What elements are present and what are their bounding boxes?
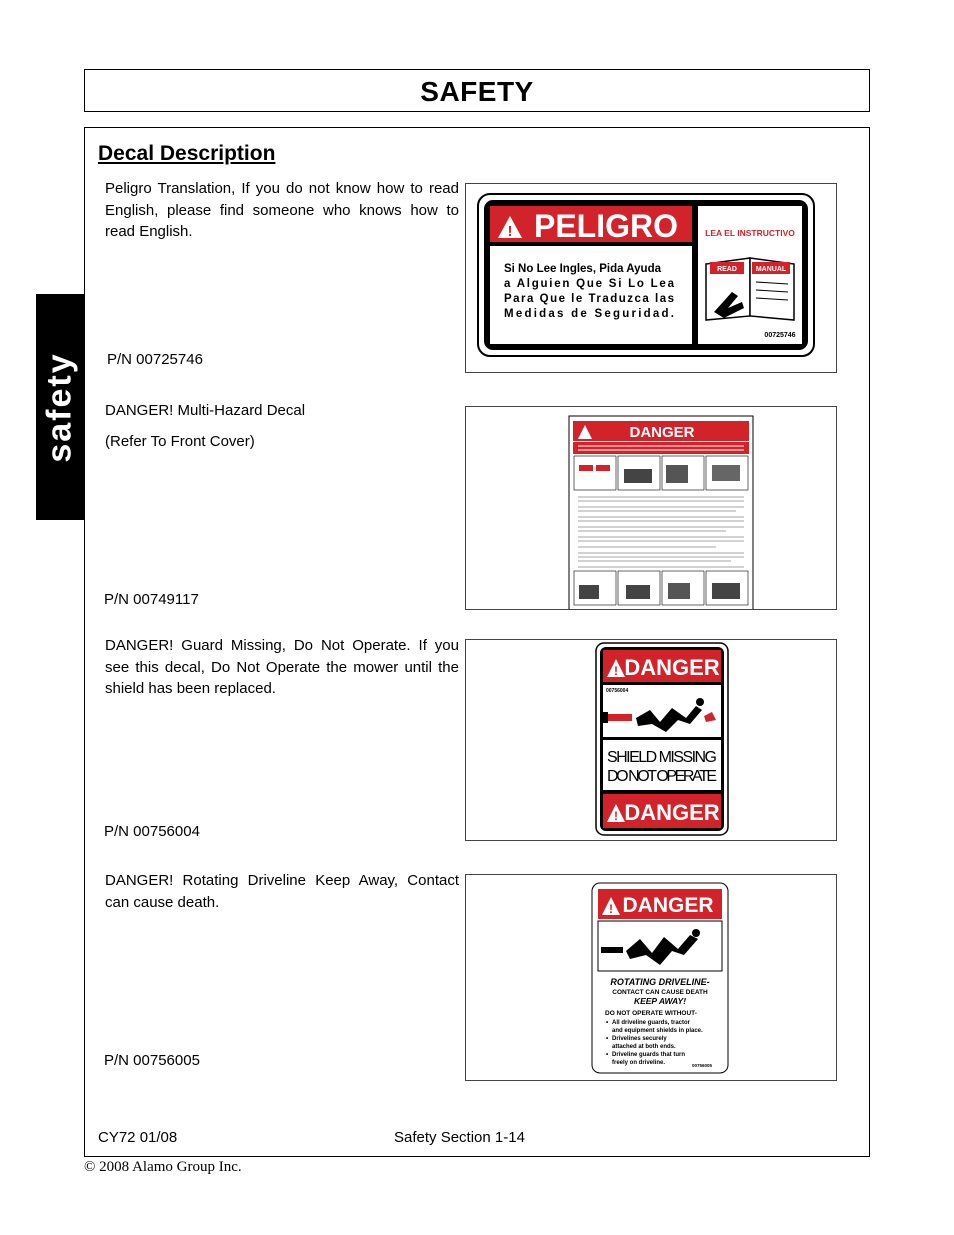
peligro-code: 00725746	[764, 332, 796, 339]
driveline-code: 00756005	[691, 1063, 712, 1068]
manual-label: MANUAL	[755, 266, 787, 273]
peligro-decal-image	[466, 184, 836, 372]
shield-code: 00756004	[606, 688, 629, 694]
rotating-driveline-decal-image	[466, 875, 836, 1080]
footer-section-page: Safety Section 1-14	[394, 1129, 525, 1146]
shield-bottom-banner-text: DANGER	[624, 800, 720, 825]
decal-3-description: DANGER! Guard Missing, Do Not Operate. If you see this decal, Do Not Operate the mower until the shield has been replaced.	[105, 637, 459, 697]
shield-top-banner-text: DANGER	[624, 655, 720, 680]
driveline-bullet-3b: freely on driveline.	[612, 1060, 666, 1066]
driveline-warning-line-2: CONTACT CAN CAUSE DEATH	[612, 989, 708, 996]
driveline-banner-text: DANGER	[622, 894, 714, 917]
decal-4-frame	[465, 874, 837, 1081]
shield-missing-decal-image	[466, 640, 836, 840]
driveline-bullet-2a: Drivelines securely	[612, 1036, 667, 1042]
copyright: © 2008 Alamo Group Inc.	[84, 1159, 242, 1175]
decal-1-frame	[465, 183, 837, 373]
svg-text:•: •	[606, 1051, 609, 1058]
peligro-line-4: Medidas de Seguridad.	[504, 308, 674, 320]
shield-missing-text: SHIELD MISSING	[607, 749, 717, 766]
svg-text:•: •	[606, 1019, 609, 1026]
driveline-bullet-1a: All driveline guards, tractor	[612, 1020, 691, 1026]
footer-model-date: CY72 01/08	[98, 1129, 178, 1146]
svg-text:!: !	[609, 902, 613, 916]
peligro-line-3: Para Que le Traduzca las	[504, 293, 674, 305]
page-title: SAFETY	[420, 76, 534, 107]
peligro-line-2: a Alguien Que Si Lo Lea	[504, 278, 674, 290]
side-tab-label: safety	[40, 351, 79, 463]
decal-2-description: DANGER! Multi-Hazard Decal	[105, 402, 306, 419]
decal-4-part-number: P/N 00756005	[104, 1052, 200, 1069]
do-not-operate-text: DO NOT OPERATE	[607, 768, 717, 785]
driveline-warning-line-1: ROTATING DRIVELINE-	[610, 977, 710, 987]
section-title: Decal Description	[98, 142, 276, 165]
decal-2-frame	[465, 406, 837, 610]
decal-3-frame	[465, 639, 837, 841]
multi-hazard-decal-image	[466, 407, 836, 609]
side-tab	[36, 294, 84, 520]
read-label: READ	[717, 266, 737, 273]
svg-text:•: •	[606, 1035, 609, 1042]
driveline-warning-line-4: DO NOT OPERATE WITHOUT-	[605, 1010, 697, 1017]
decal-2-description-note: (Refer To Front Cover)	[105, 433, 255, 450]
decal-2-part-number: P/N 00749117	[104, 591, 199, 608]
decal-1-description: Peligro Translation, If you do not know how to read English, please find someone who knows how to read English.	[105, 180, 459, 240]
svg-text:!: !	[614, 664, 618, 678]
header-box	[84, 69, 870, 112]
multi-hazard-banner-text: DANGER	[629, 424, 695, 441]
peligro-line-1: Si No Lee Ingles, Pida Ayuda	[504, 263, 661, 275]
svg-text:!: !	[614, 809, 618, 823]
svg-text:!: !	[507, 223, 513, 240]
driveline-bullet-3a: Driveline guards that turn	[612, 1052, 686, 1058]
driveline-bullet-1b: and equipment shields in place.	[612, 1028, 703, 1034]
decal-1-part-number: P/N 00725746	[107, 351, 203, 368]
decal-3-part-number: P/N 00756004	[104, 823, 200, 840]
decal-4-description: DANGER! Rotating Driveline Keep Away, Contact can cause death.	[105, 872, 459, 911]
driveline-warning-line-3: KEEP AWAY!	[633, 996, 687, 1006]
read-manual-icon	[706, 258, 794, 320]
peligro-right-title: LEA EL INSTRUCTIVO	[705, 228, 795, 238]
peligro-banner-text: PELIGRO	[533, 208, 679, 244]
driveline-bullet-2b: attached at both ends.	[612, 1044, 676, 1050]
